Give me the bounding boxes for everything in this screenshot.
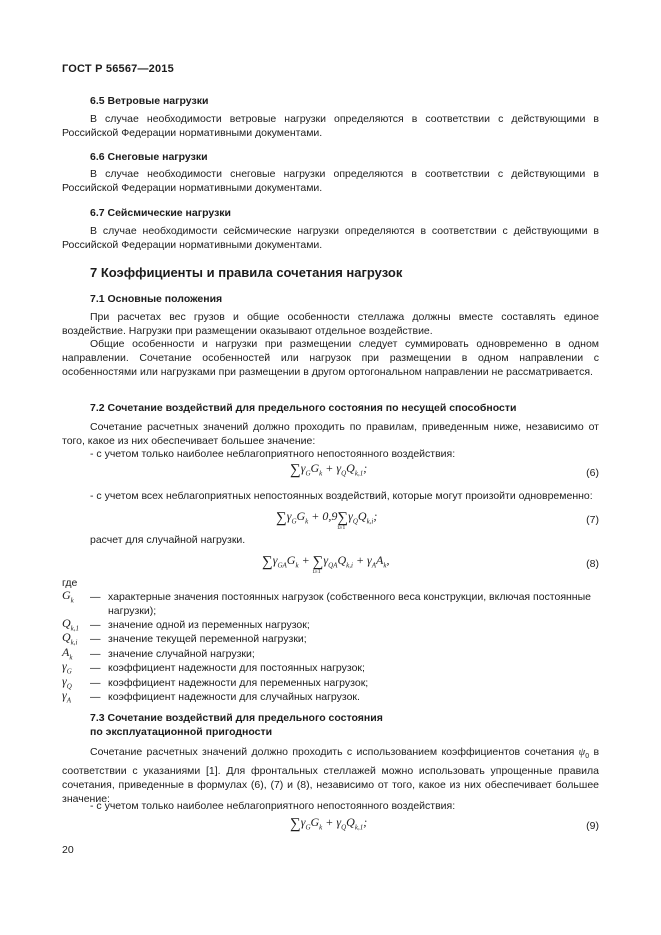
- symbol-gk: $G_k$: [62, 588, 74, 605]
- definition-ak: — значение случайной нагрузки;: [90, 648, 255, 660]
- section-7-2-item-3: расчет для случайной нагрузки.: [90, 534, 246, 546]
- definition-qki: — значение текущей переменной нагрузки;: [90, 633, 307, 645]
- equation-number-6: (6): [586, 467, 599, 479]
- symbol-gamma-a: $\gamma_A$: [62, 688, 72, 705]
- formula-8: $\sum\gamma_{GA}G_k$ + ∑ i≥1 $\gamma_{QA}Q_{k,i} + \gamma_AA_k$,: [262, 553, 390, 575]
- definition-qk1: — значение одной из переменных нагрузок;: [90, 619, 310, 631]
- section-6-5-text: В случае необходимости ветровые нагрузки определяются в соответствии с действующими в Российской Федерации нормативными документами.: [62, 113, 599, 139]
- equation-number-7: (7): [586, 514, 599, 526]
- section-7-2-title: 7.2 Сочетание воздействий для предельного состояния по несущей способности: [90, 402, 517, 414]
- section-7-3-title-line-1: 7.3 Сочетание воздействий для предельного состояния: [90, 712, 383, 724]
- section-6-6-text: В случае необходимости снеговые нагрузки определяются в соответствии с действующими в Российской Федерации нормативными документами.: [62, 168, 599, 194]
- section-7-title: 7 Коэффициенты и правила сочетания нагрузок: [90, 265, 403, 280]
- section-6-6-title: 6.6 Снеговые нагрузки: [90, 151, 208, 163]
- section-6-5-title: 6.5 Ветровые нагрузки: [90, 95, 209, 107]
- symbol-gamma-g: $\gamma_G$: [62, 659, 72, 676]
- formula-7: $\sum\gamma_GG_k + 0,9\sum$ i≥1 $\gamma_QQ_{k,i}$;: [276, 509, 378, 531]
- definition-gk: — характерные значения постоянных нагрузок (собственного веса конструкции, включая постоянные нагрузки);: [90, 591, 591, 617]
- where-label: где: [62, 577, 78, 589]
- section-7-1-title: 7.1 Основные положения: [90, 293, 223, 305]
- symbol-qki: $Q_{k,i}$: [62, 630, 78, 647]
- equation-number-9: (9): [586, 820, 599, 832]
- section-7-3-item-1: - с учетом только наиболее неблагоприятного непостоянного воздействия:: [90, 800, 456, 812]
- symbol-qk1: $Q_{k,1}$: [62, 616, 80, 633]
- formula-6: $\sum\gamma_GG_k + \gamma_QQ_{k,1}$;: [290, 461, 368, 478]
- document-id-header: ГОСТ Р 56567—2015: [62, 63, 174, 75]
- section-7-1-paragraph-1: При расчетах вес грузов и общие особенности стеллажа должны вместе составлять единое воздействие. Нагрузки при размещении оказывают отдельное воздействие.: [62, 311, 599, 337]
- section-7-1-paragraph-2: Общие особенности и нагрузки при размещении следует суммировать одновременно в одном направлении. Сочетание особенностей или нагрузок при размещении в одном направлении с особенностями или нагрузками при размещении в другом ортогональном направлении не рассматривается.: [62, 338, 599, 378]
- formula-9: $\sum\gamma_GG_k + \gamma_QQ_{k,1}$;: [290, 815, 368, 832]
- definition-gamma-q: — коэффициент надежности для переменных нагрузок;: [90, 677, 369, 689]
- definition-gamma-g: — коэффициент надежности для постоянных нагрузок;: [90, 662, 365, 674]
- section-7-2-paragraph-1: Сочетание расчетных значений должно проходить по правилам, приведенным ниже, независимо от того, какое из них обеспечивает большее значение:: [62, 421, 599, 447]
- section-7-2-item-1: - с учетом только наиболее неблагоприятного непостоянного воздействия:: [90, 448, 456, 460]
- symbol-ak: $A_k$: [62, 645, 73, 662]
- section-7-3-paragraph-1: Сочетание расчетных значений должно проходить с использованием коэффициентов сочетания $\psi_0$ в соответствии с указаниями [1]. Для фронтальных стеллажей можно использовать упрощенные правила сочетания, приведенные в формулах (6), (7) и (8), независимо от того, какое из них обеспечивает большее значение:: [62, 746, 600, 806]
- symbol-gamma-q: $\gamma_Q$: [62, 674, 72, 691]
- section-7-3-title-line-2: по эксплуатационной пригодности: [90, 726, 273, 738]
- section-6-7-title: 6.7 Сейсмические нагрузки: [90, 207, 232, 219]
- page-number: 20: [62, 844, 74, 856]
- section-7-2-item-2: - с учетом всех неблагоприятных непостоянных воздействий, которые могут произойти одновременно:: [90, 490, 593, 502]
- section-6-7-text: В случае необходимости сейсмические нагрузки определяются в соответствии с действующими в Российской Федерации нормативными документами.: [62, 225, 599, 251]
- equation-number-8: (8): [586, 558, 599, 570]
- definition-gamma-a: — коэффициент надежности для случайных нагрузок.: [90, 691, 360, 703]
